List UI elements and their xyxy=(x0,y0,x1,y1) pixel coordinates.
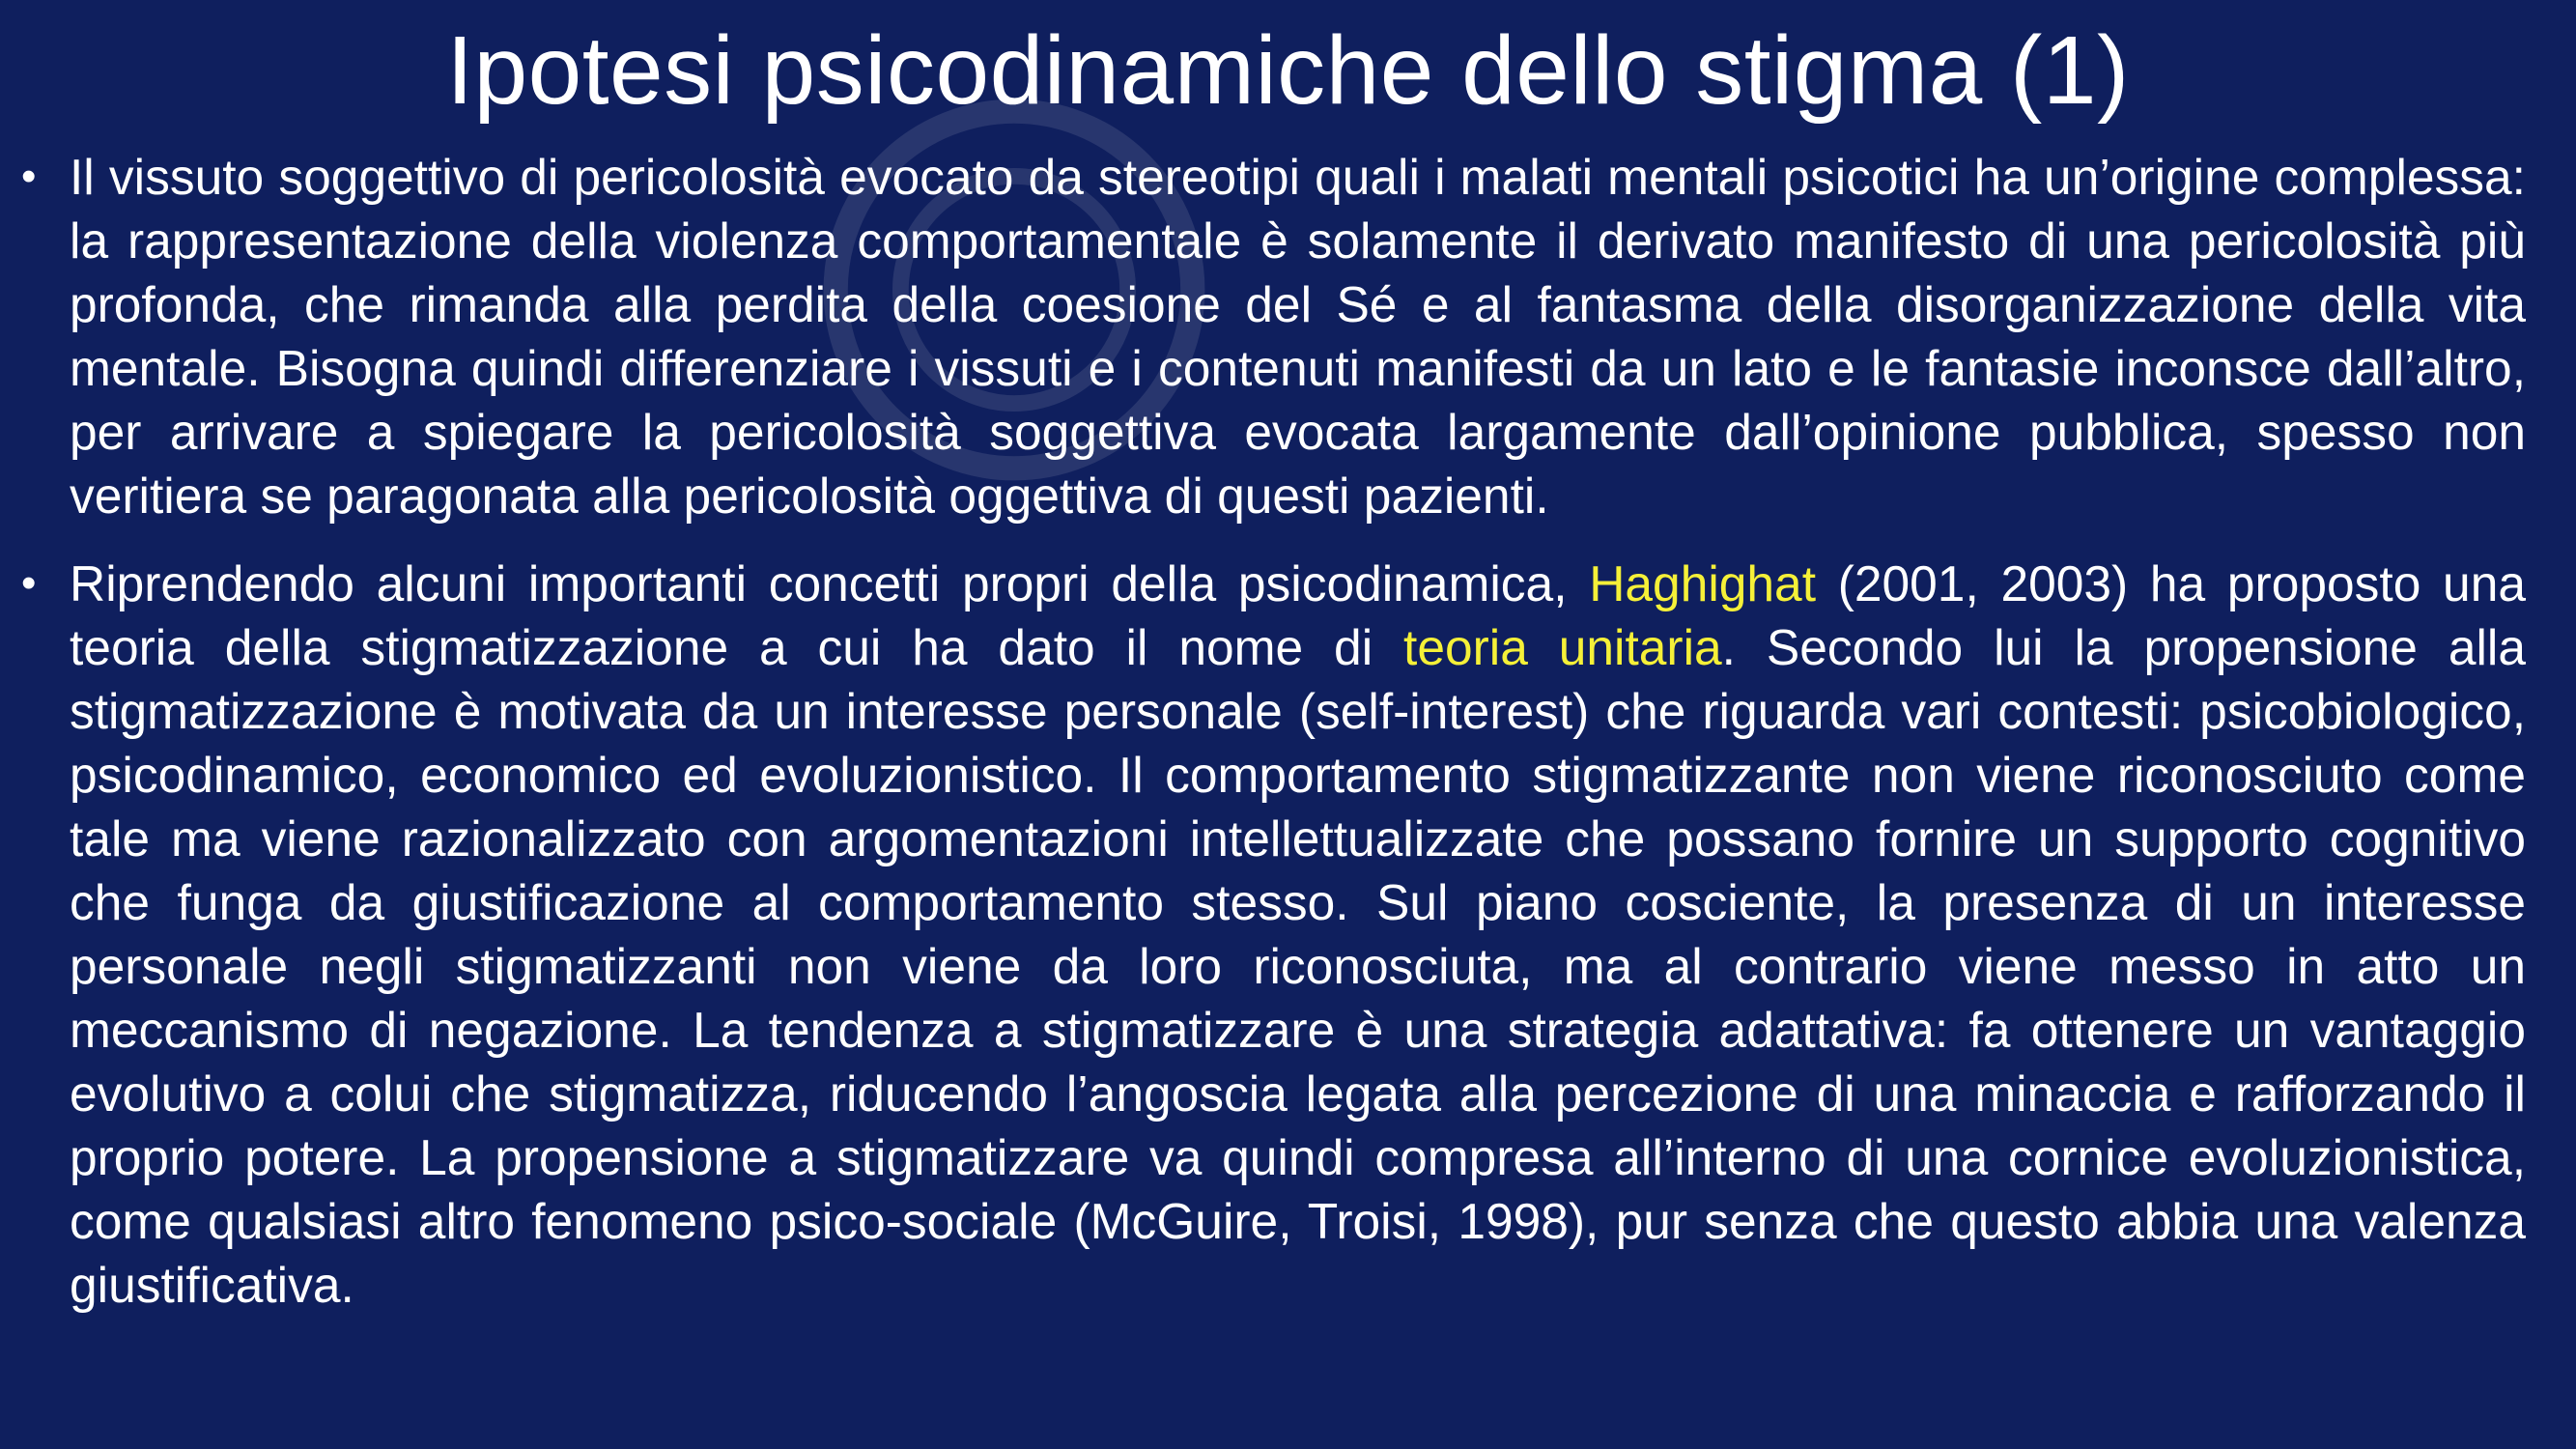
text-segment: (2001, 2003) ha proposto una teoria della stigmatizzazione a cui ha dato il nome di xyxy=(70,555,2526,675)
bullet-list xyxy=(19,145,2526,1317)
text-segment: Riprendendo alcuni importanti concetti propri della psicodinamica, xyxy=(70,555,1590,611)
highlight-author: Haghighat xyxy=(1589,555,1817,611)
bullet-text: Il vissuto soggettivo di pericolosità evocato da stereotipi quali i malati mentali psicotici ha un’origine complessa: la rappresentazione della violenza comportamentale è solamente il derivato manifesto di una pericolosità più profonda, che rimanda alla perdita della coesione del Sé e al fantasma della disorganizzazione della vita mentale. Bisogna quindi differenziare i vissuti e i contenuti manifesti da un lato e le fantasie inconsce dall’altro, per arrivare a spiegare la pericolosità soggettiva evocata largamente dall’opinione pubblica, spesso non veritiera se paragonata alla pericolosità oggettiva di questi pazienti. xyxy=(70,149,2526,524)
bullet-dot: • xyxy=(21,153,37,200)
bullet-item xyxy=(19,552,2526,1317)
bullet-text xyxy=(70,552,2526,1317)
slide-title: Ipotesi psicodinamiche dello stigma (1) xyxy=(446,16,2130,125)
highlight-theory: teoria unitaria xyxy=(1403,619,1722,675)
bullet-dot: • xyxy=(21,559,37,607)
bullet-item xyxy=(19,145,2526,527)
text-segment: . Secondo lui la propensione alla stigmatizzazione è motivata da un interesse personale (self-interest) che riguarda vari contesti: psicobiologico, psicodinamico, economico ed evoluzionistico. Il comportamento stigmatizzante non viene riconosciuto come tale ma viene razionalizzato con argomentazioni intellettualizzate che possano fornire un supporto cognitivo che funga da giustificazione al comportamento stesso. Sul piano cosciente, la presenza di un interesse personale negli stigmatizzanti non viene da loro riconosciuta, ma al contrario viene messo in atto un meccanismo di negazione. La tendenza a stigmatizzare è una strategia adattativa: fa ottenere un vantaggio evolutivo a colui che stigmatizza, riducendo l’angoscia legata alla percezione di una minaccia e rafforzando il proprio potere. La propensione a stigmatizzare va quindi compresa all’interno di una cornice evoluzionistica, come qualsiasi altro fenomeno psico-sociale (McGuire, Troisi, 1998), pur senza che questo abbia una valenza giustificativa. xyxy=(70,619,2526,1313)
